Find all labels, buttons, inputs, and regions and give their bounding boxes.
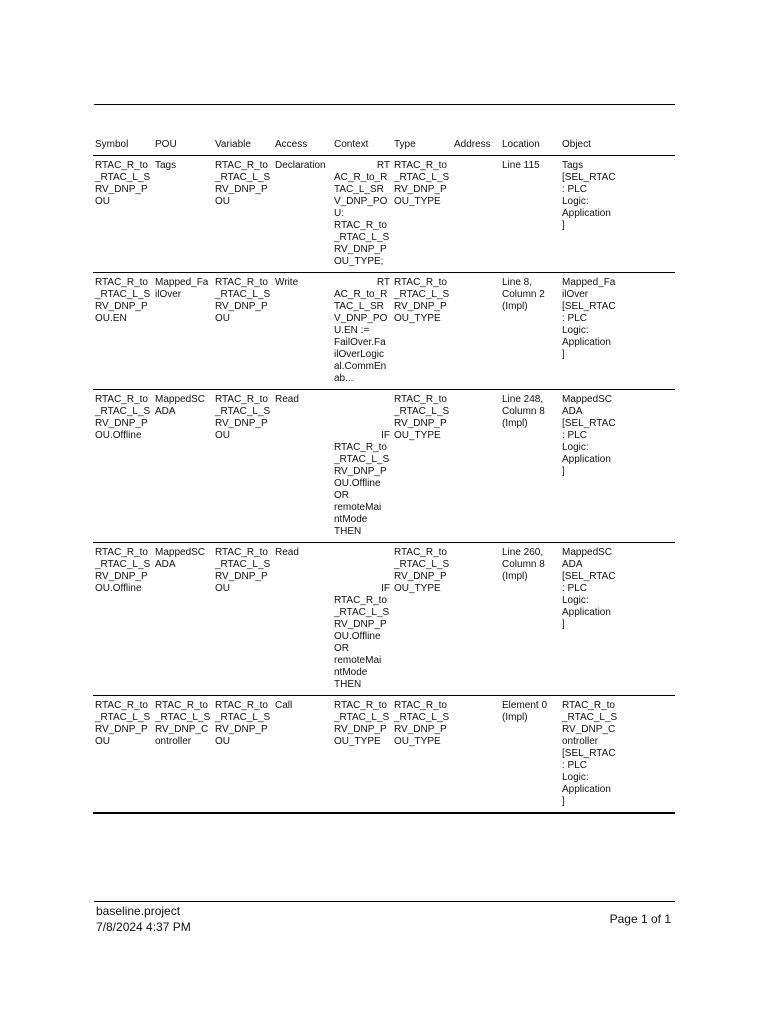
cell-context: RT AC_R_to_R TAC_L_SR V_DNP_PO U.EN := FailOver.Fa ilOverLogic al.CommEn ab... <box>332 273 392 390</box>
table-row <box>93 696 675 814</box>
footer-project-name: baseline.project <box>96 904 181 918</box>
footer-page-number: Page 1 of 1 <box>609 912 671 926</box>
cell-access: Write <box>273 273 332 390</box>
cell-pou: Tags <box>153 156 213 273</box>
header-type: Type <box>392 138 452 156</box>
cell-object: MappedSC ADA [SEL_RTAC : PLC Logic: Application ] <box>560 543 675 696</box>
cell-type: RTAC_R_to _RTAC_L_S RV_DNP_P OU_TYPE <box>392 273 452 390</box>
header-access: Access <box>273 138 332 156</box>
table-row <box>93 273 675 390</box>
header-variable: Variable <box>213 138 273 156</box>
cell-pou: MappedSC ADA <box>153 390 213 543</box>
cell-type: RTAC_R_to _RTAC_L_S RV_DNP_P OU_TYPE <box>392 543 452 696</box>
cell-symbol: RTAC_R_to _RTAC_L_S RV_DNP_P OU.Offline <box>93 390 153 543</box>
cell-object: Tags [SEL_RTAC : PLC Logic: Application ] <box>560 156 675 273</box>
header-object: Object <box>560 138 675 156</box>
cell-symbol: RTAC_R_to _RTAC_L_S RV_DNP_P OU <box>93 156 153 273</box>
cell-address <box>452 156 500 273</box>
cell-variable: RTAC_R_to _RTAC_L_S RV_DNP_P OU <box>213 390 273 543</box>
cell-access: Read <box>273 543 332 696</box>
header-symbol: Symbol <box>93 138 153 156</box>
table-row <box>93 156 675 273</box>
cell-access: Call <box>273 696 332 814</box>
header-address: Address <box>452 138 500 156</box>
table-header-row <box>93 138 675 156</box>
cell-symbol: RTAC_R_to _RTAC_L_S RV_DNP_P OU <box>93 696 153 814</box>
cell-context: RTAC_R_to _RTAC_L_S RV_DNP_P OU_TYPE <box>332 696 392 814</box>
cell-object: RTAC_R_to _RTAC_L_S RV_DNP_C ontroller [SEL_RTAC : PLC Logic: Application ] <box>560 696 675 814</box>
table-row <box>93 390 675 543</box>
cell-context: IF RTAC_R_to _RTAC_L_S RV_DNP_P OU.Offline OR remoteMai ntMode THEN <box>332 543 392 696</box>
cell-object: Mapped_Fa ilOver [SEL_RTAC : PLC Logic: Application ] <box>560 273 675 390</box>
cell-address <box>452 390 500 543</box>
cell-variable: RTAC_R_to _RTAC_L_S RV_DNP_P OU <box>213 156 273 273</box>
top-rule <box>94 104 675 105</box>
header-pou: POU <box>153 138 213 156</box>
cell-variable: RTAC_R_to _RTAC_L_S RV_DNP_P OU <box>213 273 273 390</box>
cell-symbol: RTAC_R_to _RTAC_L_S RV_DNP_P OU.EN <box>93 273 153 390</box>
cell-pou: Mapped_Fa ilOver <box>153 273 213 390</box>
cell-variable: RTAC_R_to _RTAC_L_S RV_DNP_P OU <box>213 696 273 814</box>
cell-access: Declaration <box>273 156 332 273</box>
cell-symbol: RTAC_R_to _RTAC_L_S RV_DNP_P OU.Offline <box>93 543 153 696</box>
cell-location: Line 248, Column 8 (Impl) <box>500 390 560 543</box>
cell-location: Line 115 <box>500 156 560 273</box>
footer-info <box>96 903 191 935</box>
cell-pou: MappedSC ADA <box>153 543 213 696</box>
header-context: Context <box>332 138 392 156</box>
table-row <box>93 543 675 696</box>
cell-address <box>452 543 500 696</box>
cell-location: Line 8, Column 2 (Impl) <box>500 273 560 390</box>
cell-type: RTAC_R_to _RTAC_L_S RV_DNP_P OU_TYPE <box>392 696 452 814</box>
cell-context: RT AC_R_to_R TAC_L_SR V_DNP_PO U: RTAC_R_to _RTAC_L_S RV_DNP_P OU_TYPE; <box>332 156 392 273</box>
footer-rule <box>94 901 675 902</box>
cell-location: Line 260, Column 8 (Impl) <box>500 543 560 696</box>
cell-pou: RTAC_R_to _RTAC_L_S RV_DNP_C ontroller <box>153 696 213 814</box>
footer-datetime: 7/8/2024 4:37 PM <box>96 920 191 934</box>
cross-reference-table <box>93 138 675 814</box>
cell-location: Element 0 (Impl) <box>500 696 560 814</box>
cell-address <box>452 273 500 390</box>
cell-access: Read <box>273 390 332 543</box>
cell-type: RTAC_R_to _RTAC_L_S RV_DNP_P OU_TYPE <box>392 390 452 543</box>
cell-object: MappedSC ADA [SEL_RTAC : PLC Logic: Application ] <box>560 390 675 543</box>
cell-context: IF RTAC_R_to _RTAC_L_S RV_DNP_P OU.Offline OR remoteMai ntMode THEN <box>332 390 392 543</box>
header-location: Location <box>500 138 560 156</box>
cell-variable: RTAC_R_to _RTAC_L_S RV_DNP_P OU <box>213 543 273 696</box>
cell-type: RTAC_R_to _RTAC_L_S RV_DNP_P OU_TYPE <box>392 156 452 273</box>
cell-address <box>452 696 500 814</box>
